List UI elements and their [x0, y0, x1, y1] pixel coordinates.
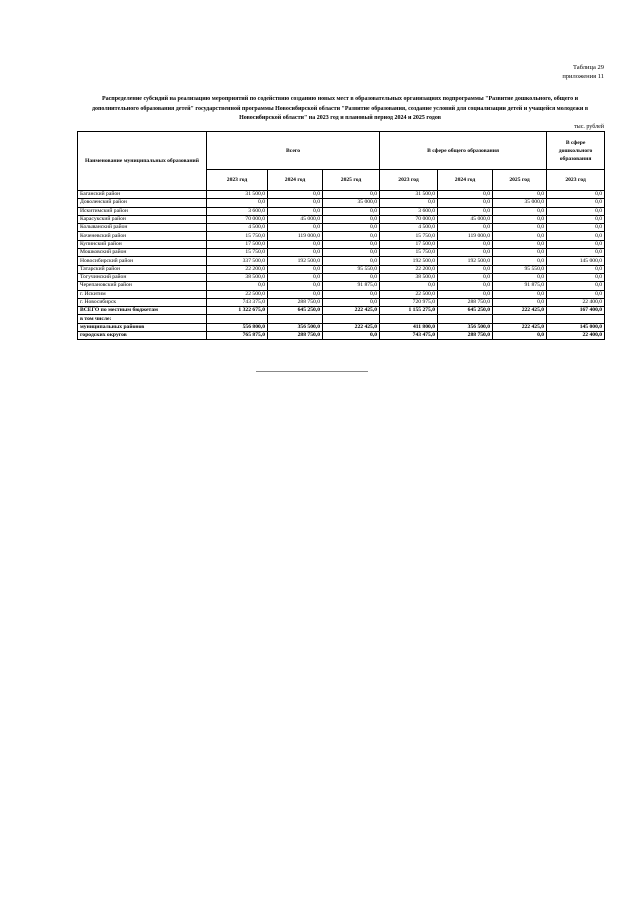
row-value: 192 500,0	[380, 257, 438, 265]
row-value: 645 250,0	[438, 307, 493, 315]
table-row	[78, 282, 605, 290]
table-row	[78, 224, 605, 232]
row-value: 3 600,0	[207, 207, 268, 215]
row-name: ВСЕГО по местным бюджетам	[78, 307, 207, 315]
row-value: 0,0	[493, 191, 547, 199]
table-row	[78, 249, 605, 257]
row-value: 0,0	[207, 282, 268, 290]
row-value: 119 000,0	[438, 232, 493, 240]
row-value: 0,0	[438, 265, 493, 273]
row-value: 35 000,0	[493, 199, 547, 207]
row-value: 0,0	[493, 290, 547, 298]
row-value: 0,0	[268, 207, 323, 215]
row-value: 0,0	[547, 273, 605, 281]
row-value: 0,0	[493, 215, 547, 223]
row-value: 0,0	[323, 249, 380, 257]
row-value: 743 475,0	[380, 332, 438, 340]
column-header-name: Наименование муниципальных образований	[78, 132, 207, 191]
row-value: 0,0	[438, 224, 493, 232]
row-value: 35 000,0	[323, 199, 380, 207]
row-value: 0,0	[268, 282, 323, 290]
row-value: 17 500,0	[207, 240, 268, 248]
row-value: 0,0	[493, 298, 547, 306]
row-value: 0,0	[268, 191, 323, 199]
table-row	[78, 215, 605, 223]
row-value: 720 975,0	[380, 298, 438, 306]
row-name: Тогучинский район	[78, 273, 207, 281]
table-body	[78, 191, 605, 340]
row-name: Баганский район	[78, 191, 207, 199]
row-value: 22 400,0	[547, 332, 605, 340]
row-value: 0,0	[323, 298, 380, 306]
row-name: в том числе:	[78, 315, 207, 323]
row-value: 0,0	[268, 290, 323, 298]
row-value: 0,0	[547, 224, 605, 232]
row-value: 411 800,0	[380, 323, 438, 331]
row-name: Доволенский район	[78, 199, 207, 207]
row-name: Новосибирский район	[78, 257, 207, 265]
table-row	[78, 207, 605, 215]
row-value: 192 500,0	[438, 257, 493, 265]
row-value: 0,0	[493, 232, 547, 240]
row-value: 22 200,0	[380, 265, 438, 273]
table-row	[78, 290, 605, 298]
subsidy-table	[77, 131, 605, 340]
row-name: Мошковский район	[78, 249, 207, 257]
row-value: 38 500,0	[380, 273, 438, 281]
row-value	[380, 315, 438, 323]
row-value: 0,0	[547, 249, 605, 257]
row-value: 288 750,0	[268, 332, 323, 340]
row-value: 0,0	[438, 290, 493, 298]
row-value: 0,0	[268, 224, 323, 232]
row-value	[493, 315, 547, 323]
row-value: 556 800,0	[207, 323, 268, 331]
table-row	[78, 199, 605, 207]
row-value: 31 500,0	[380, 191, 438, 199]
row-name: Купинский район	[78, 240, 207, 248]
row-value: 0,0	[547, 240, 605, 248]
row-value: 145 000,0	[547, 257, 605, 265]
row-name: Коченевский район	[78, 232, 207, 240]
row-value: 0,0	[268, 265, 323, 273]
table-row	[78, 332, 605, 340]
row-value: 0,0	[323, 332, 380, 340]
row-value: 15 750,0	[380, 249, 438, 257]
year-header: 2023 год	[207, 170, 268, 191]
row-value: 0,0	[268, 273, 323, 281]
column-group-preschool: В сфере дошкольного образования	[547, 132, 605, 170]
row-value	[438, 315, 493, 323]
column-group-total: Всего	[207, 132, 380, 170]
table-row	[78, 315, 605, 323]
row-value: 0,0	[268, 199, 323, 207]
row-value: 222 425,0	[323, 323, 380, 331]
table-row	[78, 240, 605, 248]
year-header: 2023 год	[547, 170, 605, 191]
row-value: 167 400,0	[547, 307, 605, 315]
row-value: 0,0	[323, 257, 380, 265]
row-value: 22 500,0	[380, 290, 438, 298]
row-name: г. Искитим	[78, 290, 207, 298]
row-value: 0,0	[547, 207, 605, 215]
row-value: 0,0	[438, 207, 493, 215]
row-value: 0,0	[547, 232, 605, 240]
row-value: 288 750,0	[268, 298, 323, 306]
row-value	[207, 315, 268, 323]
row-name: муниципальных районов	[78, 323, 207, 331]
row-value	[323, 315, 380, 323]
row-value: 645 250,0	[268, 307, 323, 315]
row-value: 0,0	[323, 290, 380, 298]
row-value: 0,0	[380, 282, 438, 290]
row-value	[268, 315, 323, 323]
row-value: 0,0	[493, 207, 547, 215]
appendix-label: приложения 11	[562, 73, 604, 80]
row-value: 0,0	[438, 240, 493, 248]
row-value: 95 550,0	[493, 265, 547, 273]
row-value: 22 500,0	[207, 290, 268, 298]
year-header: 2025 год	[323, 170, 380, 191]
row-value: 70 000,0	[380, 215, 438, 223]
row-value: 0,0	[438, 191, 493, 199]
row-value: 15 750,0	[207, 232, 268, 240]
column-group-general: В сфере общего образования	[380, 132, 547, 170]
row-value: 0,0	[323, 232, 380, 240]
row-value: 222 425,0	[493, 307, 547, 315]
row-value: 0,0	[438, 199, 493, 207]
row-value: 145 000,0	[547, 323, 605, 331]
row-name: Черепановский район	[78, 282, 207, 290]
table-row	[78, 232, 605, 240]
row-value: 356 500,0	[268, 323, 323, 331]
row-value: 356 500,0	[438, 323, 493, 331]
row-value: 0,0	[323, 240, 380, 248]
row-value: 0,0	[547, 199, 605, 207]
row-name: городских округов	[78, 332, 207, 340]
row-value: 0,0	[268, 240, 323, 248]
table-row	[78, 298, 605, 306]
row-value: 222 425,0	[323, 307, 380, 315]
end-rule	[256, 371, 368, 372]
row-value: 0,0	[323, 191, 380, 199]
row-value: 0,0	[493, 273, 547, 281]
year-header: 2024 год	[438, 170, 493, 191]
row-value: 15 750,0	[207, 249, 268, 257]
units-label: тыс. рублей	[574, 124, 604, 130]
row-value: 91 875,0	[493, 282, 547, 290]
row-value: 337 500,0	[207, 257, 268, 265]
row-value: 0,0	[438, 282, 493, 290]
row-value: 0,0	[547, 265, 605, 273]
row-name: г. Новосибирск	[78, 298, 207, 306]
row-name: Искитимский район	[78, 207, 207, 215]
row-value: 0,0	[493, 224, 547, 232]
table-row	[78, 273, 605, 281]
row-value: 15 750,0	[380, 232, 438, 240]
table-number	[562, 63, 604, 81]
row-value: 0,0	[493, 249, 547, 257]
row-name: Карасукский район	[78, 215, 207, 223]
row-value: 0,0	[493, 257, 547, 265]
row-value: 743 375,0	[207, 298, 268, 306]
row-value: 119 000,0	[268, 232, 323, 240]
row-value: 0,0	[323, 207, 380, 215]
row-value: 38 500,0	[207, 273, 268, 281]
table-row	[78, 265, 605, 273]
row-value: 192 500,0	[268, 257, 323, 265]
row-value: 0,0	[493, 240, 547, 248]
row-value: 0,0	[547, 215, 605, 223]
row-value: 0,0	[380, 199, 438, 207]
row-value: 288 750,0	[438, 298, 493, 306]
row-value: 91 875,0	[323, 282, 380, 290]
row-value: 95 550,0	[323, 265, 380, 273]
row-name: Колыванский район	[78, 224, 207, 232]
table-number-label: Таблица 29	[572, 64, 604, 71]
row-value: 31 500,0	[207, 191, 268, 199]
row-value: 70 000,0	[207, 215, 268, 223]
row-value: 22 400,0	[547, 298, 605, 306]
row-value: 0,0	[493, 332, 547, 340]
document-title: Распределение субсидий на реализацию мероприятий по содействию созданию новых мест в образовательных организациях подпрограммы "Развитие дошкольного, общего и дополнительного образования детей" государственной программы Новосибирской области "Развитие образования, создание условий для социализации детей и учащейся молодежи в Новосибирской области" на 2023 год и плановый период 2024 и 2025 годов	[91, 96, 589, 121]
row-value: 0,0	[323, 224, 380, 232]
row-value: 0,0	[268, 249, 323, 257]
row-value: 22 200,0	[207, 265, 268, 273]
row-value: 0,0	[323, 215, 380, 223]
row-value: 288 750,0	[438, 332, 493, 340]
table-row	[78, 191, 605, 199]
row-value	[547, 315, 605, 323]
row-value: 4 500,0	[207, 224, 268, 232]
row-value: 1 322 675,0	[207, 307, 268, 315]
year-header: 2024 год	[268, 170, 323, 191]
row-value: 0,0	[438, 273, 493, 281]
row-value: 0,0	[547, 191, 605, 199]
table-row	[78, 323, 605, 331]
row-value: 45 000,0	[438, 215, 493, 223]
table-row	[78, 307, 605, 315]
row-value: 4 500,0	[380, 224, 438, 232]
row-value: 45 000,0	[268, 215, 323, 223]
row-value: 3 600,0	[380, 207, 438, 215]
row-value: 17 500,0	[380, 240, 438, 248]
row-value: 0,0	[547, 282, 605, 290]
table-row	[78, 257, 605, 265]
row-value: 222 425,0	[493, 323, 547, 331]
row-value: 1 155 275,0	[380, 307, 438, 315]
row-name: Татарский район	[78, 265, 207, 273]
year-header: 2025 год	[493, 170, 547, 191]
year-header: 2023 год	[380, 170, 438, 191]
row-value: 0,0	[207, 199, 268, 207]
row-value: 0,0	[438, 249, 493, 257]
row-value: 0,0	[547, 290, 605, 298]
row-value: 0,0	[323, 273, 380, 281]
row-value: 765 875,0	[207, 332, 268, 340]
